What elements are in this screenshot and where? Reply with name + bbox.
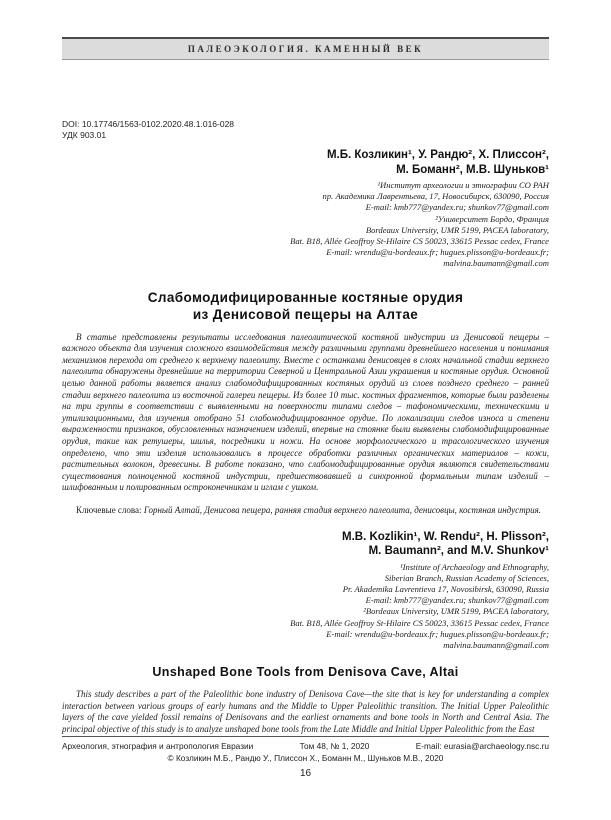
keywords-ru — [62, 505, 549, 517]
footer-journal-name: Археология, этнография и антропология Евразии — [62, 741, 254, 751]
article-title-ru — [62, 289, 549, 323]
page-footer — [62, 736, 549, 763]
doi-line: DOI: 10.17746/1563-0102.2020.48.1.016-028 — [62, 119, 235, 129]
abstract-en: This study describes a part of the Paleolithic bone industry of Denisova Cave—the site that is key for understanding a complex interaction between various groups of early humans and the Middle to Upper Paleolithic transition. The Initial Upper Paleolithic layers of the cave yielded fossil remains of Denisovans and the earliest ornaments and bone tools in North and Central Asia. The principal objective of this study is to analyze unshaped bone tools from the Late Middle and Initial Upper Paleolithic from the East — [62, 689, 549, 734]
article-title-en: Unshaped Bone Tools from Denisova Cave, Altai — [152, 665, 459, 680]
affiliation-en — [62, 562, 549, 652]
affiliation-ru-line: ²Университет Бордо, Франция — [435, 213, 549, 224]
affiliation-ru-email: E-mail: kmb777@yandex.ru; shunkov77@gmail.com — [365, 202, 549, 213]
abstract-ru: В статье представлены результаты исследования палеолитической костяной индустрии из Денисовой пещеры – важного объекта для изучения сложного взаимодействия между различными группами древнейшего населения и понимания механизмов перехода от среднего к верхнему палеолиту. Вместе с останками денисовцев в слоях начальной стадии верхнего палеолита обнаружены древнейшие на территории Северной и Центральной Азии украшения и костяные орудия. Основной целью данной работы является анализ слабомодифицированных костяных орудий из слоев позднего среднего – ранней стадии верхнего палеолита из восточной галереи пещеры. Из более 10 тыс. костных фрагментов, которые были разделены на три группы в соответствии с выявленными на поверхности типами следов – тафономическими, техническими и утилизационными, для изучения отобрано 51 слабомодифицированное орудие. По локализации следов износа и степени выраженности признаков, обусловленных назначением изделий, впервые на стоянке были выявлены слабомодифицированные орудия, такие как ретушеры, шилья, посредники и ножи. На основе морфологического и трасологического изучения определено, что эти изделия использовались в процессе обработки различных органических материалов – кожи, растительных волокон, древесины. В работе показано, что слабомодифицированные орудия являются свидетельствами существования полноценной костяной индустрии, предшествовавшей и синхронной формальным типам изделий – шлифованным и полированным остроконечникам и иглам с ушком. — [62, 331, 549, 493]
affiliation-en-line: ¹Institute of Archaeology and Ethnography, — [400, 561, 549, 572]
affiliation-ru — [62, 180, 549, 270]
page-number: 16 — [299, 768, 312, 779]
keywords-text: Горный Алтай, Денисова пещера, ранняя стадия верхнего палеолита, денисовцы, костяная индустрия. — [143, 504, 542, 515]
authors-ru-line1: М.Б. Козликин¹, У. Рандю², Х. Плиссон², — [326, 149, 549, 161]
article-title-ru-line2: из Денисовой пещеры на Алтае — [192, 306, 419, 322]
affiliation-en-line: Bat. B18, Allée Geoffroy St-Hilaire CS 50023, 33615 Pessac cedex, France — [290, 617, 549, 628]
affiliation-ru-line: Bat. B18, Allée Geoffroy St-Hilaire CS 50023, 33615 Pessac cedex, France — [290, 236, 549, 247]
article-meta — [62, 119, 549, 141]
affiliation-en-line: Siberian Branch, Russian Academy of Sciences, — [384, 572, 549, 583]
affiliation-en-line: ²Bordeaux University, UMR 5199, PACEA laboratory, — [363, 606, 549, 617]
keywords-label: Ключевые слова: — [76, 504, 142, 515]
footer-journal-row — [62, 741, 549, 752]
affiliation-en-email: E-mail: wrendu@u-bordeaux.fr; hugues.plisson@u-bordeaux.fr; — [326, 628, 549, 639]
affiliation-ru-line: Bordeaux University, UMR 5199, PACEA laboratory, — [365, 224, 549, 235]
affiliation-en-email: E-mail: kmb777@yandex.ru; shunkov77@gmail.com — [365, 595, 549, 606]
authors-en-line2: M. Baumann², and M.V. Shunkov¹ — [368, 545, 549, 558]
article-title-ru-line1: Слабомодифицированные костяные орудия — [147, 289, 464, 305]
affiliation-ru-line: ¹Институт археологии и этнографии СО РАН — [377, 180, 549, 190]
section-rubric-band — [62, 37, 549, 60]
authors-ru — [62, 148, 549, 177]
section-rubric-label: ПАЛЕОЭКОЛОГИЯ. КАМЕННЫЙ ВЕК — [187, 44, 424, 54]
footer-copyright: © Козликин М.Б., Рандю У., Плиссон Х., Боманн М., Шуньков М.В., 2020 — [167, 752, 444, 763]
page-content — [62, 59, 549, 736]
affiliation-en-line: Pr. Akademika Lavrentieva 17, Novosibirsk, 630090, Russia — [342, 583, 549, 594]
affiliation-ru-email: malvina.baumann@gmail.com — [443, 258, 549, 269]
udk-line: УДК 903.01 — [62, 130, 107, 140]
authors-en — [62, 530, 549, 559]
footer-volume-info: Том 48, № 1, 2020 — [299, 741, 370, 751]
footer-email: E-mail: eurasia@archaeology.nsc.ru — [415, 741, 549, 751]
authors-en-line1: M.B. Kozlikin¹, W. Rendu², H. Plisson², — [342, 530, 549, 543]
authors-ru-line2: М. Боманн², М.В. Шуньков¹ — [396, 163, 549, 176]
affiliation-ru-line: пр. Академика Лаврентьева, 17, Новосибирск, 630090, Россия — [322, 191, 549, 202]
affiliation-en-email: malvina.baumann@gmail.com — [443, 639, 549, 650]
affiliation-ru-email: E-mail: wrendu@u-bordeaux.fr; hugues.plisson@u-bordeaux.fr; — [326, 247, 549, 258]
